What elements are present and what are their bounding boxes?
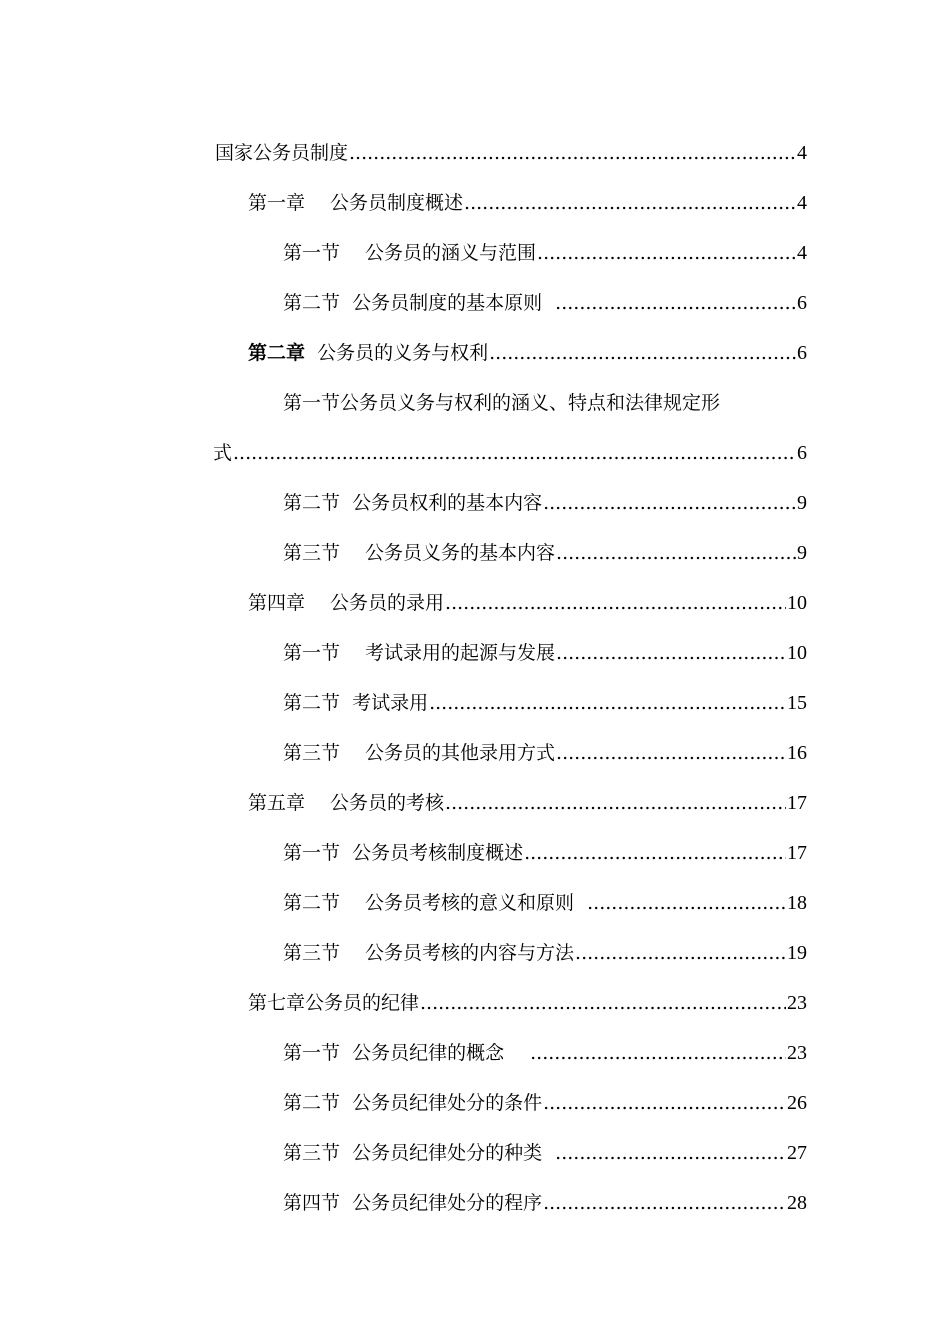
toc-entry-title: 国家公务员制度 [215, 142, 349, 164]
toc-dot-leader [543, 1178, 786, 1228]
toc-entry[interactable] [0, 528, 950, 578]
toc-entry[interactable] [0, 1178, 950, 1228]
toc-entry[interactable] [0, 678, 950, 728]
toc-entry-title: 第五章 公务员的考核 [248, 792, 445, 814]
toc-page-number: 27 [787, 1142, 807, 1164]
toc-dot-leader [543, 1078, 786, 1128]
toc-entry[interactable] [0, 328, 950, 378]
toc-dot-leader [349, 128, 796, 178]
toc-entry-title: 第一节公务员义务与权利的涵义、特点和法律规定形 [283, 392, 721, 414]
toc-entry-title: 第二节 公务员制度的基本原则 [283, 292, 555, 314]
toc-dot-leader [575, 928, 786, 978]
toc-page-number: 23 [787, 1042, 807, 1064]
toc-entry-title: 第三节 公务员纪律处分的种类 [283, 1142, 555, 1164]
toc-entry[interactable] [0, 1128, 950, 1178]
toc-dot-leader [445, 778, 786, 828]
toc-dot-leader [587, 878, 786, 928]
toc-dot-leader [429, 678, 786, 728]
toc-dot-leader [556, 528, 796, 578]
toc-entry-title: 第四节 公务员纪律处分的程序 [283, 1192, 543, 1214]
toc-page-number: 16 [787, 742, 807, 764]
toc-dot-leader [524, 828, 786, 878]
toc-entry[interactable] [0, 478, 950, 528]
toc-entry[interactable] [0, 628, 950, 678]
toc-entry[interactable] [0, 728, 950, 778]
toc-dot-leader [556, 728, 786, 778]
table-of-contents [0, 128, 950, 1228]
toc-dot-leader [543, 478, 796, 528]
toc-entry-title: 第二节 公务员考核的意义和原则 [283, 892, 587, 914]
toc-page-number: 10 [787, 642, 807, 664]
toc-entry-title: 第二节 公务员权利的基本内容 [283, 492, 543, 514]
toc-page-number: 6 [797, 292, 807, 314]
toc-entry-title: 第一节 考试录用的起源与发展 [283, 642, 556, 664]
toc-page-number: 17 [787, 842, 807, 864]
toc-dot-leader [537, 228, 796, 278]
toc-page-number: 4 [797, 192, 807, 214]
toc-entry-title: 第一节 公务员的涵义与范围 [283, 242, 537, 264]
toc-entry[interactable] [0, 178, 950, 228]
toc-entry[interactable] [0, 1078, 950, 1128]
toc-entry-title: 第三节 公务员的其他录用方式 [283, 742, 556, 764]
toc-entry-title: 公务员的义务与权利 [305, 342, 489, 364]
toc-dot-leader [556, 628, 786, 678]
toc-entry-title: 第一节 公务员考核制度概述 [283, 842, 524, 864]
toc-entry-title: 式 [213, 442, 233, 464]
toc-entry[interactable] [0, 278, 950, 328]
toc-dot-leader [489, 328, 796, 378]
toc-entry[interactable] [0, 778, 950, 828]
toc-dot-leader [233, 428, 796, 478]
toc-page-number: 19 [787, 942, 807, 964]
toc-page-number: 17 [787, 792, 807, 814]
toc-page-number: 4 [797, 242, 807, 264]
toc-dot-leader [530, 1028, 786, 1078]
toc-entry-title: 第四章 公务员的录用 [248, 592, 445, 614]
toc-dot-leader [445, 578, 786, 628]
toc-page-number: 6 [797, 342, 807, 364]
toc-entry[interactable] [0, 1028, 950, 1078]
toc-entry-title: 第三节 公务员考核的内容与方法 [283, 942, 575, 964]
toc-entry-title: 第二节 考试录用 [283, 692, 429, 714]
toc-page-number: 9 [797, 542, 807, 564]
toc-dot-leader [420, 978, 786, 1028]
toc-entry-title: 第七章公务员的纪律 [248, 992, 420, 1014]
toc-entry-wrapped-continuation[interactable] [0, 428, 950, 478]
toc-page-number: 10 [787, 592, 807, 614]
toc-dot-leader [555, 278, 796, 328]
toc-page-number: 6 [797, 442, 807, 464]
toc-entry[interactable] [0, 228, 950, 278]
toc-entry[interactable] [0, 828, 950, 878]
toc-entry-title: 第一章 公务员制度概述 [248, 192, 464, 214]
toc-entry[interactable] [0, 978, 950, 1028]
toc-page-number: 26 [787, 1092, 807, 1114]
toc-page-number: 23 [787, 992, 807, 1014]
toc-entry[interactable] [0, 128, 950, 178]
toc-entry-title: 第三节 公务员义务的基本内容 [283, 542, 556, 564]
toc-page-number: 4 [797, 142, 807, 164]
toc-page-number: 15 [787, 692, 807, 714]
toc-page-number: 9 [797, 492, 807, 514]
toc-entry[interactable] [0, 878, 950, 928]
toc-dot-leader [464, 178, 796, 228]
toc-page-number: 28 [787, 1192, 807, 1214]
toc-page-number: 18 [787, 892, 807, 914]
toc-dot-leader [555, 1128, 786, 1178]
toc-entry-title: 第一节 公务员纪律的概念 [283, 1042, 530, 1064]
toc-entry[interactable] [0, 928, 950, 978]
toc-entry-chapter-label: 第二章 [248, 342, 306, 364]
toc-entry[interactable] [0, 578, 950, 628]
toc-entry-wrapped-first-line[interactable] [0, 378, 950, 428]
toc-entry-title: 第二节 公务员纪律处分的条件 [283, 1092, 543, 1114]
